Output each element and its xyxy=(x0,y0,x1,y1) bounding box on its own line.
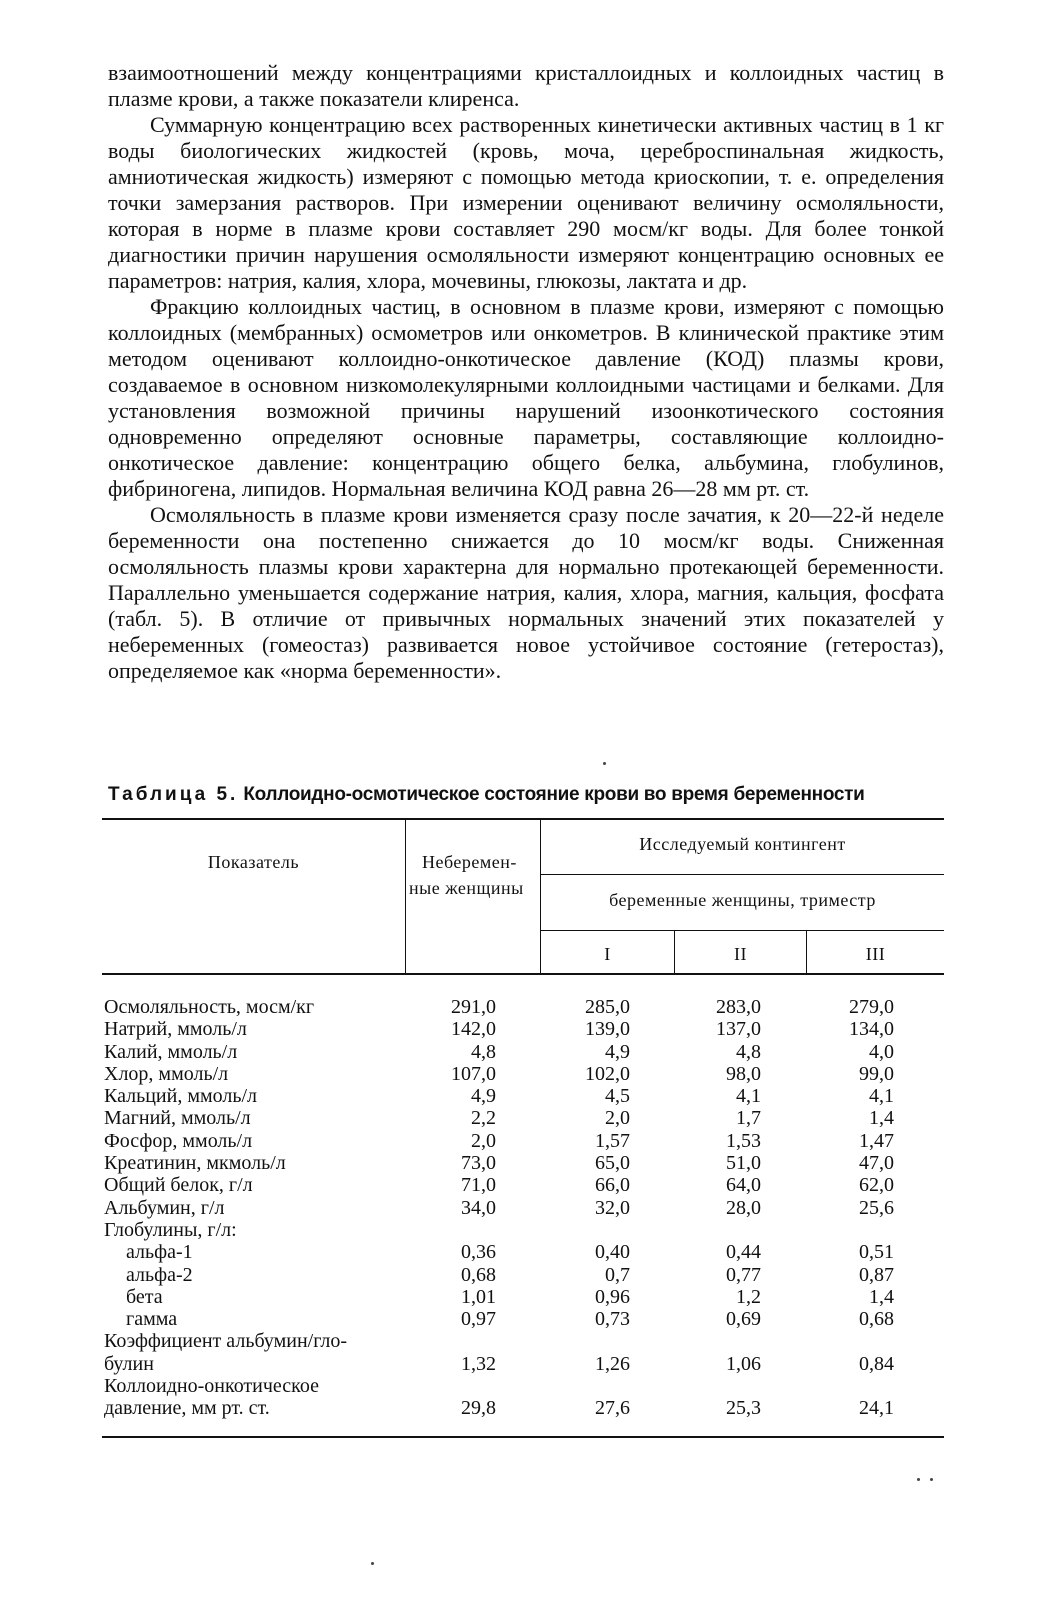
row-value: 4,9 xyxy=(471,1085,496,1108)
table-row xyxy=(102,1130,944,1152)
row-value: 2,0 xyxy=(605,1107,630,1130)
row-label: Хлор, ммоль/л xyxy=(104,1062,229,1085)
row-value: 27,6 xyxy=(595,1397,630,1420)
header-group: Исследуемый контингент xyxy=(639,834,846,854)
row-value: 0,40 xyxy=(595,1241,630,1264)
row-label: Калий, ммоль/л xyxy=(104,1040,238,1063)
table-caption-title: Коллоидно-осмотическое состояние крови во время беременности xyxy=(243,784,865,805)
table-row xyxy=(102,1041,944,1063)
table-caption-label: Таблица 5. xyxy=(108,784,239,805)
table-row xyxy=(102,1063,944,1085)
table-row xyxy=(102,1219,944,1241)
row-value: 1,47 xyxy=(859,1129,894,1152)
header-nonpregnant-line1: Неберемен- xyxy=(422,852,517,872)
row-value: 279,0 xyxy=(849,996,894,1018)
row-label: Креатинин, мкмоль/л xyxy=(104,1152,286,1175)
paragraph-4: Осмоляльность в плазме крови изменяется сразу после зачатия, к 20—22-й неделе беременности она постепенно снижается до 10 мосм/кг воды. Сниженная осмоляльность плазмы крови характерна для нормально протекающей беременности. Параллельно уменьшается содержание натрия, калия, хлора, магния, кальция, фосфата (табл. 5). В отличие от привычных нормальных значений этих показателей у небеременных (гомеостаз) развивается новое устойчивое состояние (гетеростаз), определяемое как «норма беременности». xyxy=(108,502,944,683)
row-value: 1,57 xyxy=(595,1129,630,1152)
row-value: 142,0 xyxy=(451,1018,496,1041)
header-trimester-3: III xyxy=(865,944,886,964)
table-row xyxy=(102,1197,944,1219)
row-value: 0,96 xyxy=(595,1285,630,1308)
row-label: альфа-2 xyxy=(126,1263,193,1286)
row-value: 4,5 xyxy=(605,1085,630,1108)
row-value: 25,6 xyxy=(859,1196,894,1219)
row-value: 51,0 xyxy=(726,1152,761,1175)
table-top-rule xyxy=(102,818,944,820)
row-value: 0,44 xyxy=(726,1241,761,1264)
row-value: 29,8 xyxy=(461,1397,496,1420)
table-row xyxy=(102,1353,944,1375)
table-row xyxy=(102,1286,944,1308)
table-row xyxy=(102,1375,944,1397)
print-speck xyxy=(603,762,606,765)
row-value: 1,01 xyxy=(461,1285,496,1308)
row-label: Фосфор, ммоль/л xyxy=(104,1129,253,1152)
row-value: 0,97 xyxy=(461,1308,496,1331)
row-value: 0,51 xyxy=(859,1241,894,1264)
row-value: 0,69 xyxy=(726,1308,761,1331)
paragraph-3: Фракцию коллоидных частиц, в основном в плазме крови, измеряют с помощью коллоидных (мембранных) осмометров или онкометров. В клинической практике этим методом оценивают коллоидно-онкотическое давление (КОД) плазмы крови, создаваемое в основном низкомолекулярными коллоидными частицами и белками. Для установления возможной причины нарушений изоонкотического состояния одновременно определяют основные параметры, составляющие коллоидно-онкотическое давление: концентрацию общего белка, альбумина, глобулинов, фибриногена, липидов. Нормальная величина КОД равна 26—28 мм рт. ст. xyxy=(108,294,944,501)
row-value: 65,0 xyxy=(595,1152,630,1175)
row-label: Магний, ммоль/л xyxy=(104,1107,251,1130)
paragraph-1: взаимоотношений между концентрациями кристаллоидных и коллоидных частиц в плазме крови, а также показатели клиренса. xyxy=(108,60,944,111)
table-row xyxy=(102,1330,944,1352)
row-label: булин xyxy=(104,1352,154,1375)
row-value: 28,0 xyxy=(726,1196,761,1219)
table-body xyxy=(102,996,944,1420)
row-value: 4,9 xyxy=(605,1040,630,1063)
row-value: 139,0 xyxy=(585,1018,630,1041)
row-value: 1,7 xyxy=(736,1107,761,1130)
row-value: 1,53 xyxy=(726,1129,761,1152)
row-value: 25,3 xyxy=(726,1397,761,1420)
print-speck xyxy=(930,1478,933,1481)
row-value: 1,26 xyxy=(595,1352,630,1375)
table-row xyxy=(102,1085,944,1107)
print-speck xyxy=(917,1478,920,1481)
body-text xyxy=(108,60,944,684)
row-value: 64,0 xyxy=(726,1174,761,1197)
row-value: 32,0 xyxy=(595,1196,630,1219)
row-value: 0,84 xyxy=(859,1352,894,1375)
row-label: гамма xyxy=(126,1308,178,1331)
table-row xyxy=(102,1308,944,1330)
row-value: 71,0 xyxy=(461,1174,496,1197)
header-nonpregnant-line2: ные женщины xyxy=(409,878,524,898)
row-value: 107,0 xyxy=(451,1062,496,1085)
row-value: 0,73 xyxy=(595,1308,630,1331)
table-row xyxy=(102,1241,944,1263)
row-value: 283,0 xyxy=(716,996,761,1018)
row-value: 24,1 xyxy=(859,1397,894,1420)
row-value: 99,0 xyxy=(859,1062,894,1085)
row-value: 1,06 xyxy=(726,1352,761,1375)
row-value: 4,8 xyxy=(736,1040,761,1063)
row-label: Коллоидно-онкотическое xyxy=(104,1375,319,1398)
row-value: 1,32 xyxy=(461,1352,496,1375)
table-row xyxy=(102,1264,944,1286)
row-value: 2,2 xyxy=(471,1107,496,1130)
row-value: 4,1 xyxy=(736,1085,761,1108)
table-row xyxy=(102,1174,944,1196)
header-trimester-2: II xyxy=(734,944,747,964)
row-value: 4,1 xyxy=(869,1085,894,1108)
header-trimester-1: I xyxy=(604,944,611,964)
row-value: 0,68 xyxy=(461,1263,496,1286)
table-row xyxy=(102,1107,944,1129)
row-value: 66,0 xyxy=(595,1174,630,1197)
row-value: 0,77 xyxy=(726,1263,761,1286)
row-label: бета xyxy=(126,1285,163,1308)
row-value: 134,0 xyxy=(849,1018,894,1041)
row-value: 1,4 xyxy=(869,1285,894,1308)
row-value: 0,36 xyxy=(461,1241,496,1264)
print-speck xyxy=(371,1562,374,1565)
row-label: Общий белок, г/л xyxy=(104,1174,253,1197)
row-value: 47,0 xyxy=(859,1152,894,1175)
row-value: 73,0 xyxy=(461,1152,496,1175)
row-value: 1,4 xyxy=(869,1107,894,1130)
header-indicator: Показатель xyxy=(207,852,300,872)
row-label: Кальций, ммоль/л xyxy=(104,1085,258,1108)
table-header-bottom-rule xyxy=(102,973,944,975)
row-label: Коэффициент альбумин/гло- xyxy=(104,1330,348,1353)
table-group-divider xyxy=(540,874,944,875)
table-row xyxy=(102,1018,944,1040)
row-label: альфа-1 xyxy=(126,1241,193,1264)
row-label: Глобулины, г/л: xyxy=(104,1218,237,1241)
table-row xyxy=(102,1152,944,1174)
row-value: 0,7 xyxy=(605,1263,630,1286)
table-bottom-rule xyxy=(102,1436,944,1438)
row-value: 285,0 xyxy=(585,996,630,1018)
row-value: 98,0 xyxy=(726,1062,761,1085)
row-value: 102,0 xyxy=(585,1062,630,1085)
table-caption xyxy=(108,784,948,806)
row-label: Натрий, ммоль/л xyxy=(104,1018,247,1041)
row-label: давление, мм рт. ст. xyxy=(104,1397,270,1420)
row-value: 2,0 xyxy=(471,1129,496,1152)
row-label: Альбумин, г/л xyxy=(104,1196,225,1219)
row-value: 0,87 xyxy=(859,1263,894,1286)
row-label: Осмоляльность, мосм/кг xyxy=(104,996,315,1018)
row-value: 1,2 xyxy=(736,1285,761,1308)
row-value: 0,68 xyxy=(859,1308,894,1331)
row-value: 34,0 xyxy=(461,1196,496,1219)
paragraph-2: Суммарную концентрацию всех растворенных кинетически активных частиц в 1 кг воды биологических жидкостей (кровь, моча, цереброспинальная жидкость, амниотическая жидкость) измеряют с помощью метода криоскопии, т. е. определения точки замерзания растворов. При измерении оценивают величину осмоляльности, которая в норме в плазме крови составляет 290 мосм/кг воды. Для более тонкой диагностики причин нарушения осмоляльности измеряют концентрацию основных ее параметров: натрия, калия, хлора, мочевины, глюкозы, лактата и др. xyxy=(108,112,944,293)
row-value: 4,8 xyxy=(471,1040,496,1063)
table-row xyxy=(102,996,944,1018)
table-trimester-divider xyxy=(540,930,944,931)
row-value: 62,0 xyxy=(859,1174,894,1197)
header-pregnant: беременные женщины, триместр xyxy=(609,890,876,910)
row-value: 137,0 xyxy=(716,1018,761,1041)
table-row xyxy=(102,1397,944,1419)
row-value: 291,0 xyxy=(451,996,496,1018)
row-value: 4,0 xyxy=(869,1040,894,1063)
